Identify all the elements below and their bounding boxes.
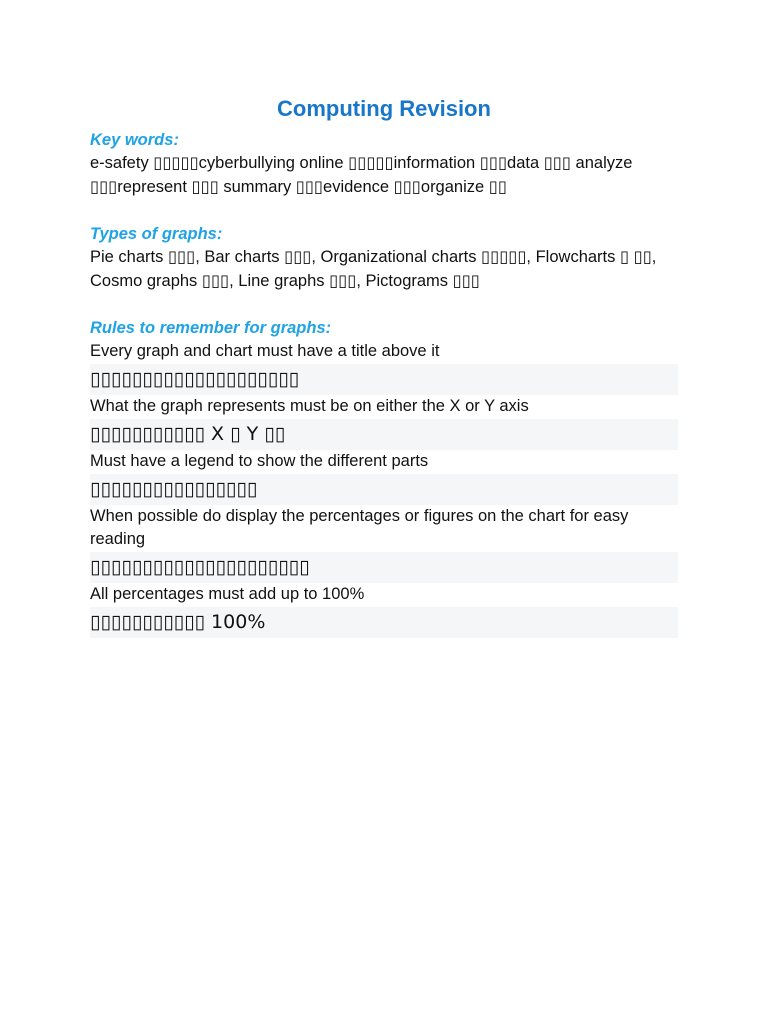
rule-5-chinese: ▯▯▯▯▯▯▯▯▯▯▯ 100% [90,607,678,638]
rule-2-chinese: ▯▯▯▯▯▯▯▯▯▯▯ X ▯ Y ▯▯ [90,419,678,450]
spacer [90,293,678,316]
document-page [90,94,678,638]
rule-3-chinese: ▯▯▯▯▯▯▯▯▯▯▯▯▯▯▯▯ [90,474,678,505]
rule-1-chinese: ▯▯▯▯▯▯▯▯▯▯▯▯▯▯▯▯▯▯▯▯ [90,364,678,395]
key-words-text: e-safety ▯▯▯▯▯cyberbullying online ▯▯▯▯▯information ▯▯▯data ▯▯▯ analyze ▯▯▯represent ▯▯▯ summary ▯▯▯evidence ▯▯▯organize ▯▯ [90,154,633,196]
rule-2-english: What the graph represents must be on either the X or Y axis [90,397,529,415]
rule-4-chinese: ▯▯▯▯▯▯▯▯▯▯▯▯▯▯▯▯▯▯▯▯▯ [90,552,678,583]
rule-1-english: Every graph and chart must have a title above it [90,342,440,360]
types-of-graphs-heading: Types of graphs: [90,225,223,243]
rules-heading: Rules to remember for graphs: [90,319,332,337]
spacer [90,199,678,222]
rule-5-english: All percentages must add up to 100% [90,585,365,603]
rule-4-english: When possible do display the percentages or figures on the chart for easy reading [90,507,629,548]
key-words-heading: Key words: [90,131,179,149]
document-title: Computing Revision [277,96,491,121]
types-of-graphs-text: Pie charts ▯▯▯, Bar charts ▯▯▯, Organizational charts ▯▯▯▯▯, Flowcharts ▯ ▯▯, Cosmo graphs ▯▯▯, Line graphs ▯▯▯, Pictograms ▯▯▯ [90,248,657,290]
rule-3-english: Must have a legend to show the different parts [90,452,429,470]
